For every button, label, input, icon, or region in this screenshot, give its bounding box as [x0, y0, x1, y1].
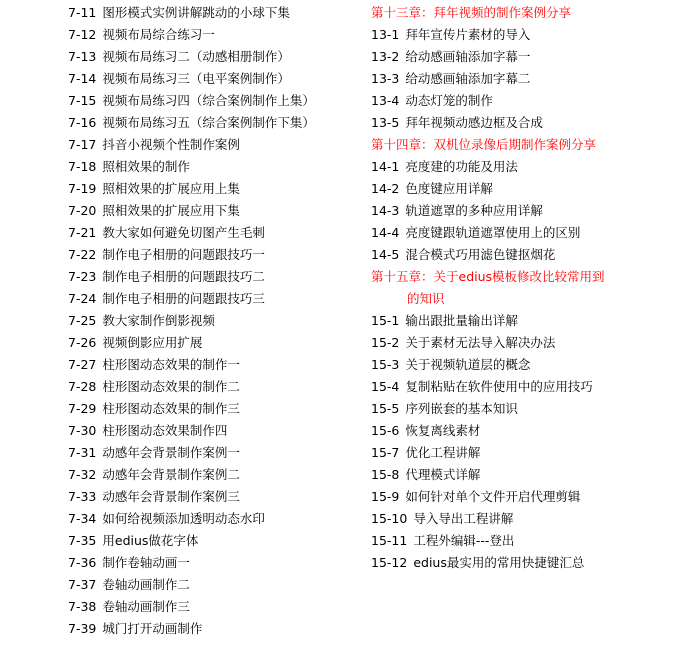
item-number: 7-32 — [68, 467, 97, 482]
item-title: 视频布局练习四（综合案例制作上集） — [102, 93, 315, 108]
item-title: 抖音小视频个性制作案例 — [102, 137, 240, 152]
list-item — [68, 332, 358, 354]
item-title: 制作电子相册的问题跟技巧三 — [102, 291, 265, 306]
list-item — [68, 46, 358, 68]
list-item — [371, 420, 671, 442]
item-title: 柱形图动态效果的制作一 — [102, 357, 240, 372]
item-title: 动感年会背景制作案例一 — [102, 445, 240, 460]
item-title: 如何针对单个文件开启代理剪辑 — [405, 489, 581, 504]
list-item — [68, 552, 358, 574]
list-item — [371, 552, 671, 574]
item-number: 7-18 — [68, 159, 97, 174]
item-title: 导入导出工程讲解 — [413, 511, 514, 526]
item-number: 7-12 — [68, 27, 97, 42]
item-number: 7-24 — [68, 291, 97, 306]
list-item — [371, 68, 671, 90]
item-number: 14-3 — [371, 203, 400, 218]
list-item — [68, 200, 358, 222]
item-number: 7-23 — [68, 269, 97, 284]
list-item — [68, 2, 358, 24]
chapter-heading-15-continued: 的知识 — [407, 291, 445, 306]
item-title: 视频布局综合练习一 — [102, 27, 215, 42]
item-number: 14-1 — [371, 159, 400, 174]
item-title: 卷轴动画制作三 — [102, 599, 190, 614]
item-title: 制作电子相册的问题跟技巧一 — [102, 247, 265, 262]
list-item — [371, 376, 671, 398]
item-number: 7-34 — [68, 511, 97, 526]
item-title: 制作卷轴动画一 — [102, 555, 190, 570]
list-item — [68, 288, 358, 310]
item-title: 色度键应用详解 — [405, 181, 493, 196]
item-title: 恢复离线素材 — [405, 423, 481, 438]
item-title: 如何给视频添加透明动态水印 — [102, 511, 265, 526]
chapter-heading-15: 第十五章：关于edius模板修改比较常用到 — [371, 269, 605, 284]
chapter-heading-14: 第十四章：双机位录像后期制作案例分享 — [371, 137, 597, 152]
list-item — [68, 354, 358, 376]
list-item — [68, 134, 358, 156]
item-number: 7-36 — [68, 555, 97, 570]
item-title: 动感年会背景制作案例三 — [102, 489, 240, 504]
list-item — [371, 90, 671, 112]
item-number: 7-37 — [68, 577, 97, 592]
item-title: 混合模式巧用滤色键抠烟花 — [405, 247, 556, 262]
right-column — [371, 2, 671, 574]
list-item — [371, 222, 671, 244]
chapter-14-list — [371, 156, 671, 266]
list-item — [68, 156, 358, 178]
list-item — [68, 442, 358, 464]
list-item — [68, 24, 358, 46]
item-number: 7-39 — [68, 621, 97, 636]
item-title: 亮度键跟轨道遮罩使用上的区别 — [405, 225, 581, 240]
list-item — [371, 530, 671, 552]
item-title: 轨道遮罩的多种应用详解 — [405, 203, 543, 218]
left-column — [68, 2, 358, 640]
item-title: 关于视频轨道层的概念 — [405, 357, 531, 372]
item-number: 7-29 — [68, 401, 97, 416]
item-number: 15-8 — [371, 467, 400, 482]
item-number: 15-9 — [371, 489, 400, 504]
item-title: 照相效果的制作 — [102, 159, 190, 174]
item-title: 代理模式详解 — [405, 467, 481, 482]
item-number: 14-2 — [371, 181, 400, 196]
list-item — [371, 310, 671, 332]
item-title: 优化工程讲解 — [405, 445, 481, 460]
item-title: 序列嵌套的基本知识 — [405, 401, 518, 416]
item-title: 给动感画轴添加字幕一 — [405, 49, 531, 64]
chapter-15-list — [371, 310, 671, 574]
list-item — [371, 464, 671, 486]
item-number: 14-4 — [371, 225, 400, 240]
list-item — [68, 244, 358, 266]
list-item — [371, 46, 671, 68]
item-number: 7-28 — [68, 379, 97, 394]
item-title: 动感年会背景制作案例二 — [102, 467, 240, 482]
item-title: 工程外编辑---登出 — [413, 533, 515, 548]
item-number: 7-31 — [68, 445, 97, 460]
chapter-13-list — [371, 24, 671, 134]
item-number: 15-10 — [371, 511, 408, 526]
list-item — [371, 156, 671, 178]
list-item — [68, 618, 358, 640]
list-item — [68, 486, 358, 508]
item-number: 15-4 — [371, 379, 400, 394]
item-title: 动态灯笼的制作 — [405, 93, 493, 108]
item-number: 7-11 — [68, 5, 97, 20]
item-number: 15-11 — [371, 533, 408, 548]
item-title: 教大家如何避免切图产生毛刺 — [102, 225, 265, 240]
item-title: 复制粘贴在软件使用中的应用技巧 — [405, 379, 593, 394]
item-number: 7-22 — [68, 247, 97, 262]
item-number: 7-38 — [68, 599, 97, 614]
item-title: 柱形图动态效果的制作三 — [102, 401, 240, 416]
list-item — [68, 574, 358, 596]
list-item — [371, 244, 671, 266]
item-number: 7-14 — [68, 71, 97, 86]
list-item — [68, 376, 358, 398]
item-title: 照相效果的扩展应用下集 — [102, 203, 240, 218]
list-item — [68, 90, 358, 112]
item-number: 7-21 — [68, 225, 97, 240]
item-number: 13-1 — [371, 27, 400, 42]
item-number: 7-13 — [68, 49, 97, 64]
item-number: 7-16 — [68, 115, 97, 130]
item-title: 柱形图动态效果制作四 — [102, 423, 228, 438]
list-item — [68, 420, 358, 442]
list-item — [371, 442, 671, 464]
item-title: 制作电子相册的问题跟技巧二 — [102, 269, 265, 284]
item-title: 柱形图动态效果的制作二 — [102, 379, 240, 394]
list-item — [371, 24, 671, 46]
item-number: 7-27 — [68, 357, 97, 372]
list-item — [371, 486, 671, 508]
item-number: 7-15 — [68, 93, 97, 108]
list-item — [68, 464, 358, 486]
item-title: 视频倒影应用扩展 — [102, 335, 203, 350]
item-number: 7-26 — [68, 335, 97, 350]
item-title: 输出跟批量输出详解 — [405, 313, 518, 328]
item-title: edius最实用的常用快捷键汇总 — [413, 555, 585, 570]
item-number: 13-3 — [371, 71, 400, 86]
item-number: 15-6 — [371, 423, 400, 438]
item-number: 15-5 — [371, 401, 400, 416]
list-item — [371, 354, 671, 376]
list-item — [371, 508, 671, 530]
item-title: 拜年宣传片素材的导入 — [405, 27, 531, 42]
item-number: 15-12 — [371, 555, 408, 570]
item-number: 13-2 — [371, 49, 400, 64]
list-item — [371, 332, 671, 354]
item-title: 照相效果的扩展应用上集 — [102, 181, 240, 196]
list-item — [68, 112, 358, 134]
list-item — [371, 398, 671, 420]
item-number: 7-33 — [68, 489, 97, 504]
item-number: 7-25 — [68, 313, 97, 328]
item-number: 15-3 — [371, 357, 400, 372]
item-number: 15-7 — [371, 445, 400, 460]
item-title: 卷轴动画制作二 — [102, 577, 190, 592]
list-item — [371, 112, 671, 134]
list-item — [68, 398, 358, 420]
list-item — [68, 68, 358, 90]
item-title: 亮度建的功能及用法 — [405, 159, 518, 174]
list-item — [68, 310, 358, 332]
item-number: 13-5 — [371, 115, 400, 130]
list-item — [68, 178, 358, 200]
item-number: 7-30 — [68, 423, 97, 438]
chapter-heading-13: 第十三章：拜年视频的制作案例分享 — [371, 5, 572, 20]
list-item — [371, 200, 671, 222]
item-number: 7-17 — [68, 137, 97, 152]
list-item — [68, 530, 358, 552]
list-item — [68, 508, 358, 530]
item-title: 城门打开动画制作 — [102, 621, 203, 636]
item-number: 7-20 — [68, 203, 97, 218]
item-title: 视频布局练习二（动感相册制作） — [102, 49, 290, 64]
list-item — [371, 178, 671, 200]
list-item — [68, 596, 358, 618]
item-number: 15-2 — [371, 335, 400, 350]
item-title: 图形模式实例讲解跳动的小球下集 — [102, 5, 290, 20]
item-number: 14-5 — [371, 247, 400, 262]
item-number: 7-19 — [68, 181, 97, 196]
list-item — [68, 266, 358, 288]
item-title: 视频布局练习五（综合案例制作下集） — [102, 115, 315, 130]
item-number: 7-35 — [68, 533, 97, 548]
item-title: 教大家制作倒影视频 — [102, 313, 215, 328]
item-title: 用edius做花字体 — [102, 533, 199, 548]
item-number: 13-4 — [371, 93, 400, 108]
item-title: 拜年视频动感边框及合成 — [405, 115, 543, 130]
item-title: 给动感画轴添加字幕二 — [405, 71, 531, 86]
item-title: 关于素材无法导入解决办法 — [405, 335, 556, 350]
item-title: 视频布局练习三（电平案例制作） — [102, 71, 290, 86]
list-item — [68, 222, 358, 244]
item-number: 15-1 — [371, 313, 400, 328]
